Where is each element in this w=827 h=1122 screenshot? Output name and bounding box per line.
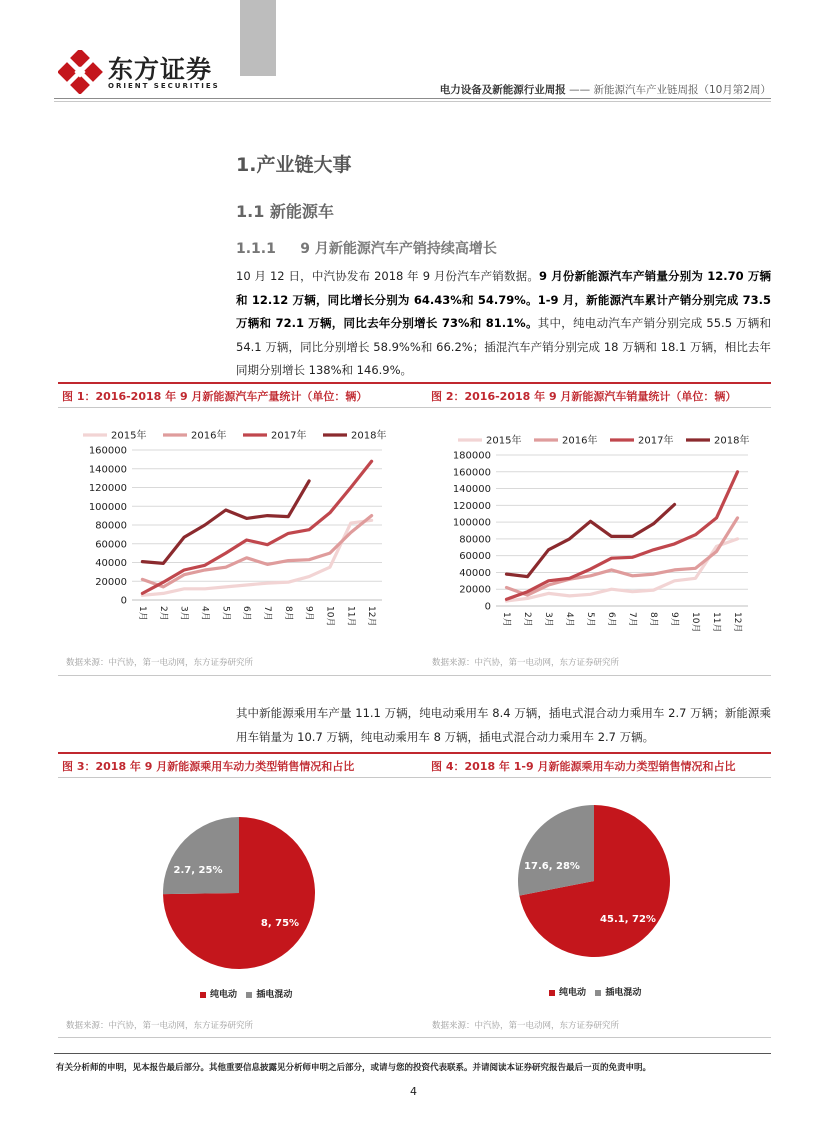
x-tick-label: 8月 [648,612,658,627]
footer-divider [54,1053,771,1054]
x-tick-label: 3月 [178,606,189,621]
y-tick-label: 20000 [95,576,127,588]
report-header [440,82,771,97]
legend-label-phev: 插电混动 [605,988,642,998]
y-tick-label: 0 [484,601,491,613]
legend-label: 2016年 [562,435,598,447]
y-tick-label: 60000 [95,539,127,551]
header-divider-2 [54,101,771,102]
series-line-2018年 [142,481,309,564]
section-heading: 1.产业链大事 [236,154,352,176]
y-tick-label: 120000 [452,500,491,512]
x-tick-label: 2月 [157,606,168,621]
legend-label-phev: 插电混动 [256,990,293,1000]
header-decoration-bar [240,0,276,76]
figure-1-source: 数据来源：中汽协，第一电动网，东方证券研究所 [66,658,254,668]
figure-top-rule-2 [58,752,771,754]
x-tick-label: 7月 [627,612,637,627]
figure-2-source: 数据来源：中汽协，第一电动网，东方证券研究所 [432,658,620,668]
y-tick-label: 80000 [459,534,491,546]
y-tick-label: 60000 [459,551,491,563]
y-tick-label: 180000 [452,450,491,462]
x-tick-label: 11月 [711,612,721,633]
pie-data-label: 2.7, 25% [173,865,223,876]
figure-3-pie-chart [140,805,320,985]
legend-label: 2018年 [714,435,750,447]
subsubsection-heading: 1.1.1 9 月新能源汽车产销持续高增长 [236,241,497,257]
y-tick-label: 160000 [88,445,127,457]
x-tick-label: 9月 [303,606,314,621]
y-tick-label: 120000 [88,483,127,494]
figure-title-rule [58,407,771,408]
body-paragraph-1 [236,265,771,383]
figure-4-legend [549,985,641,998]
series-line-2017年 [142,461,371,593]
para1-bold: 9 月份新能源汽车产销量分别为 12.70 万辆和 12.12 万辆，同比增长分别为 64.43%和 54.79%。1-9 月，新能源汽车累计产销分别完成 73.5 万辆和 72.1 万辆，同比去年分别增长 73%和 81.1%。 [236,269,772,330]
x-tick-label: 12月 [732,612,742,633]
legend-label: 2017年 [271,430,307,442]
y-tick-label: 160000 [452,467,491,479]
x-tick-label: 10月 [324,606,335,627]
report-type: 电力设备及新能源行业周报 [439,84,566,96]
x-tick-label: 7月 [261,606,272,621]
figure-title-rule-2 [58,777,771,778]
x-tick-label: 5月 [585,612,595,627]
x-tick-label: 10月 [690,612,700,633]
report-subtitle: —— 新能源汽车产业链周报（10月第2周） [569,84,771,96]
legend-swatch-phev [246,992,252,998]
pie-data-label: 8, 75% [260,918,300,929]
legend-swatch-ev [549,990,555,996]
x-tick-label: 9月 [669,612,679,627]
y-tick-label: 100000 [88,501,127,513]
pie-data-label: 45.1, 72% [600,914,656,925]
company-logo-en: ORIENT SECURITIES [108,82,220,90]
series-line-2018年 [507,505,675,577]
x-tick-label: 2月 [522,612,532,627]
y-tick-label: 40000 [459,567,491,579]
header-divider [54,98,771,99]
x-tick-label: 4月 [564,612,574,627]
x-tick-label: 8月 [282,606,293,621]
page-number: 4 [410,1085,417,1098]
company-logo-icon [58,50,104,94]
figure-bottom-rule-2 [58,1037,771,1038]
figure-1-line-chart [58,420,398,648]
figure-top-rule [58,382,771,384]
figure-bottom-rule [58,675,771,676]
x-tick-label: 3月 [543,612,553,627]
figure-4-title: 图 4：2018 年 1-9 月新能源乘用车动力类型销售情况和占比 [431,760,736,773]
pie-data-label: 17.6, 28% [524,861,580,872]
figure-1-title: 图 1：2016-2018 年 9 月新能源汽车产量统计（单位：辆） [62,390,368,403]
y-tick-label: 20000 [459,584,491,596]
series-line-2015年 [507,539,738,601]
legend-label: 2017年 [638,435,674,447]
legend-swatch-ev [200,992,206,998]
y-tick-label: 0 [120,595,127,607]
pie-slice-插电混动 [518,805,594,896]
company-logo-cn: 东方证券 [108,55,213,84]
legend-swatch-phev [595,990,601,996]
x-tick-label: 4月 [199,606,210,621]
legend-label-ev: 纯电动 [210,990,238,1000]
legend-label: 2015年 [111,430,147,442]
x-tick-label: 12月 [366,606,377,627]
para1-text-a: 10 月 12 日，中汽协发布 2018 年 9 月份汽车产销数据。 [236,269,540,283]
y-tick-label: 140000 [88,464,127,476]
figure-4-source: 数据来源：中汽协，第一电动网，东方证券研究所 [432,1021,620,1031]
figure-3-legend [200,987,292,1000]
pie-slice-插电混动 [163,817,239,894]
x-tick-label: 1月 [501,612,511,627]
x-tick-label: 1月 [136,606,147,621]
figure-3-title: 图 3：2018 年 9 月新能源乘用车动力类型销售情况和占比 [62,760,355,773]
series-line-2015年 [142,520,371,595]
y-tick-label: 140000 [452,484,491,496]
figure-2-line-chart [422,420,770,648]
legend-label-ev: 纯电动 [559,988,587,998]
legend-label: 2018年 [351,430,387,442]
footer-disclaimer: 有关分析师的申明，见本报告最后部分。其他重要信息披露见分析师申明之后部分，或请与您的投资代表联系。并请阅读本证券研究报告最后一页的免责申明。 [56,1063,652,1073]
y-tick-label: 100000 [452,517,491,529]
y-tick-label: 80000 [95,520,127,532]
body-paragraph-2: 其中新能源乘用车产量 11.1 万辆，纯电动乘用车 8.4 万辆，插电式混合动力乘用车 2.7 万辆；新能源乘用车销量为 10.7 万辆，纯电动乘用车 8 万辆，插电式混合动力乘用车 2.7 万辆。 [236,706,771,744]
legend-label: 2015年 [486,435,522,447]
figure-3-source: 数据来源：中汽协，第一电动网，东方证券研究所 [66,1021,254,1031]
subsection-heading: 1.1 新能源车 [236,202,334,221]
x-tick-label: 6月 [606,612,616,627]
x-tick-label: 6月 [241,606,252,621]
y-tick-label: 40000 [95,558,127,569]
x-tick-label: 11月 [345,606,356,627]
figure-4-pie-chart [505,795,685,975]
para1-text-b: 其中，纯电动汽车产销分别完成 55.5 万辆和 54.1 万辆，同比分别增长 58.9%%和 66.2%；插混汽车产销分别完成 18 万辆和 18.1 万辆，相比去年同期分别增长 138%和 146.9%。 [236,316,771,377]
figure-2-title: 图 2：2016-2018 年 9 月新能源汽车销量统计（单位：辆） [431,390,737,403]
legend-label: 2016年 [191,430,227,442]
x-tick-label: 5月 [220,606,231,621]
